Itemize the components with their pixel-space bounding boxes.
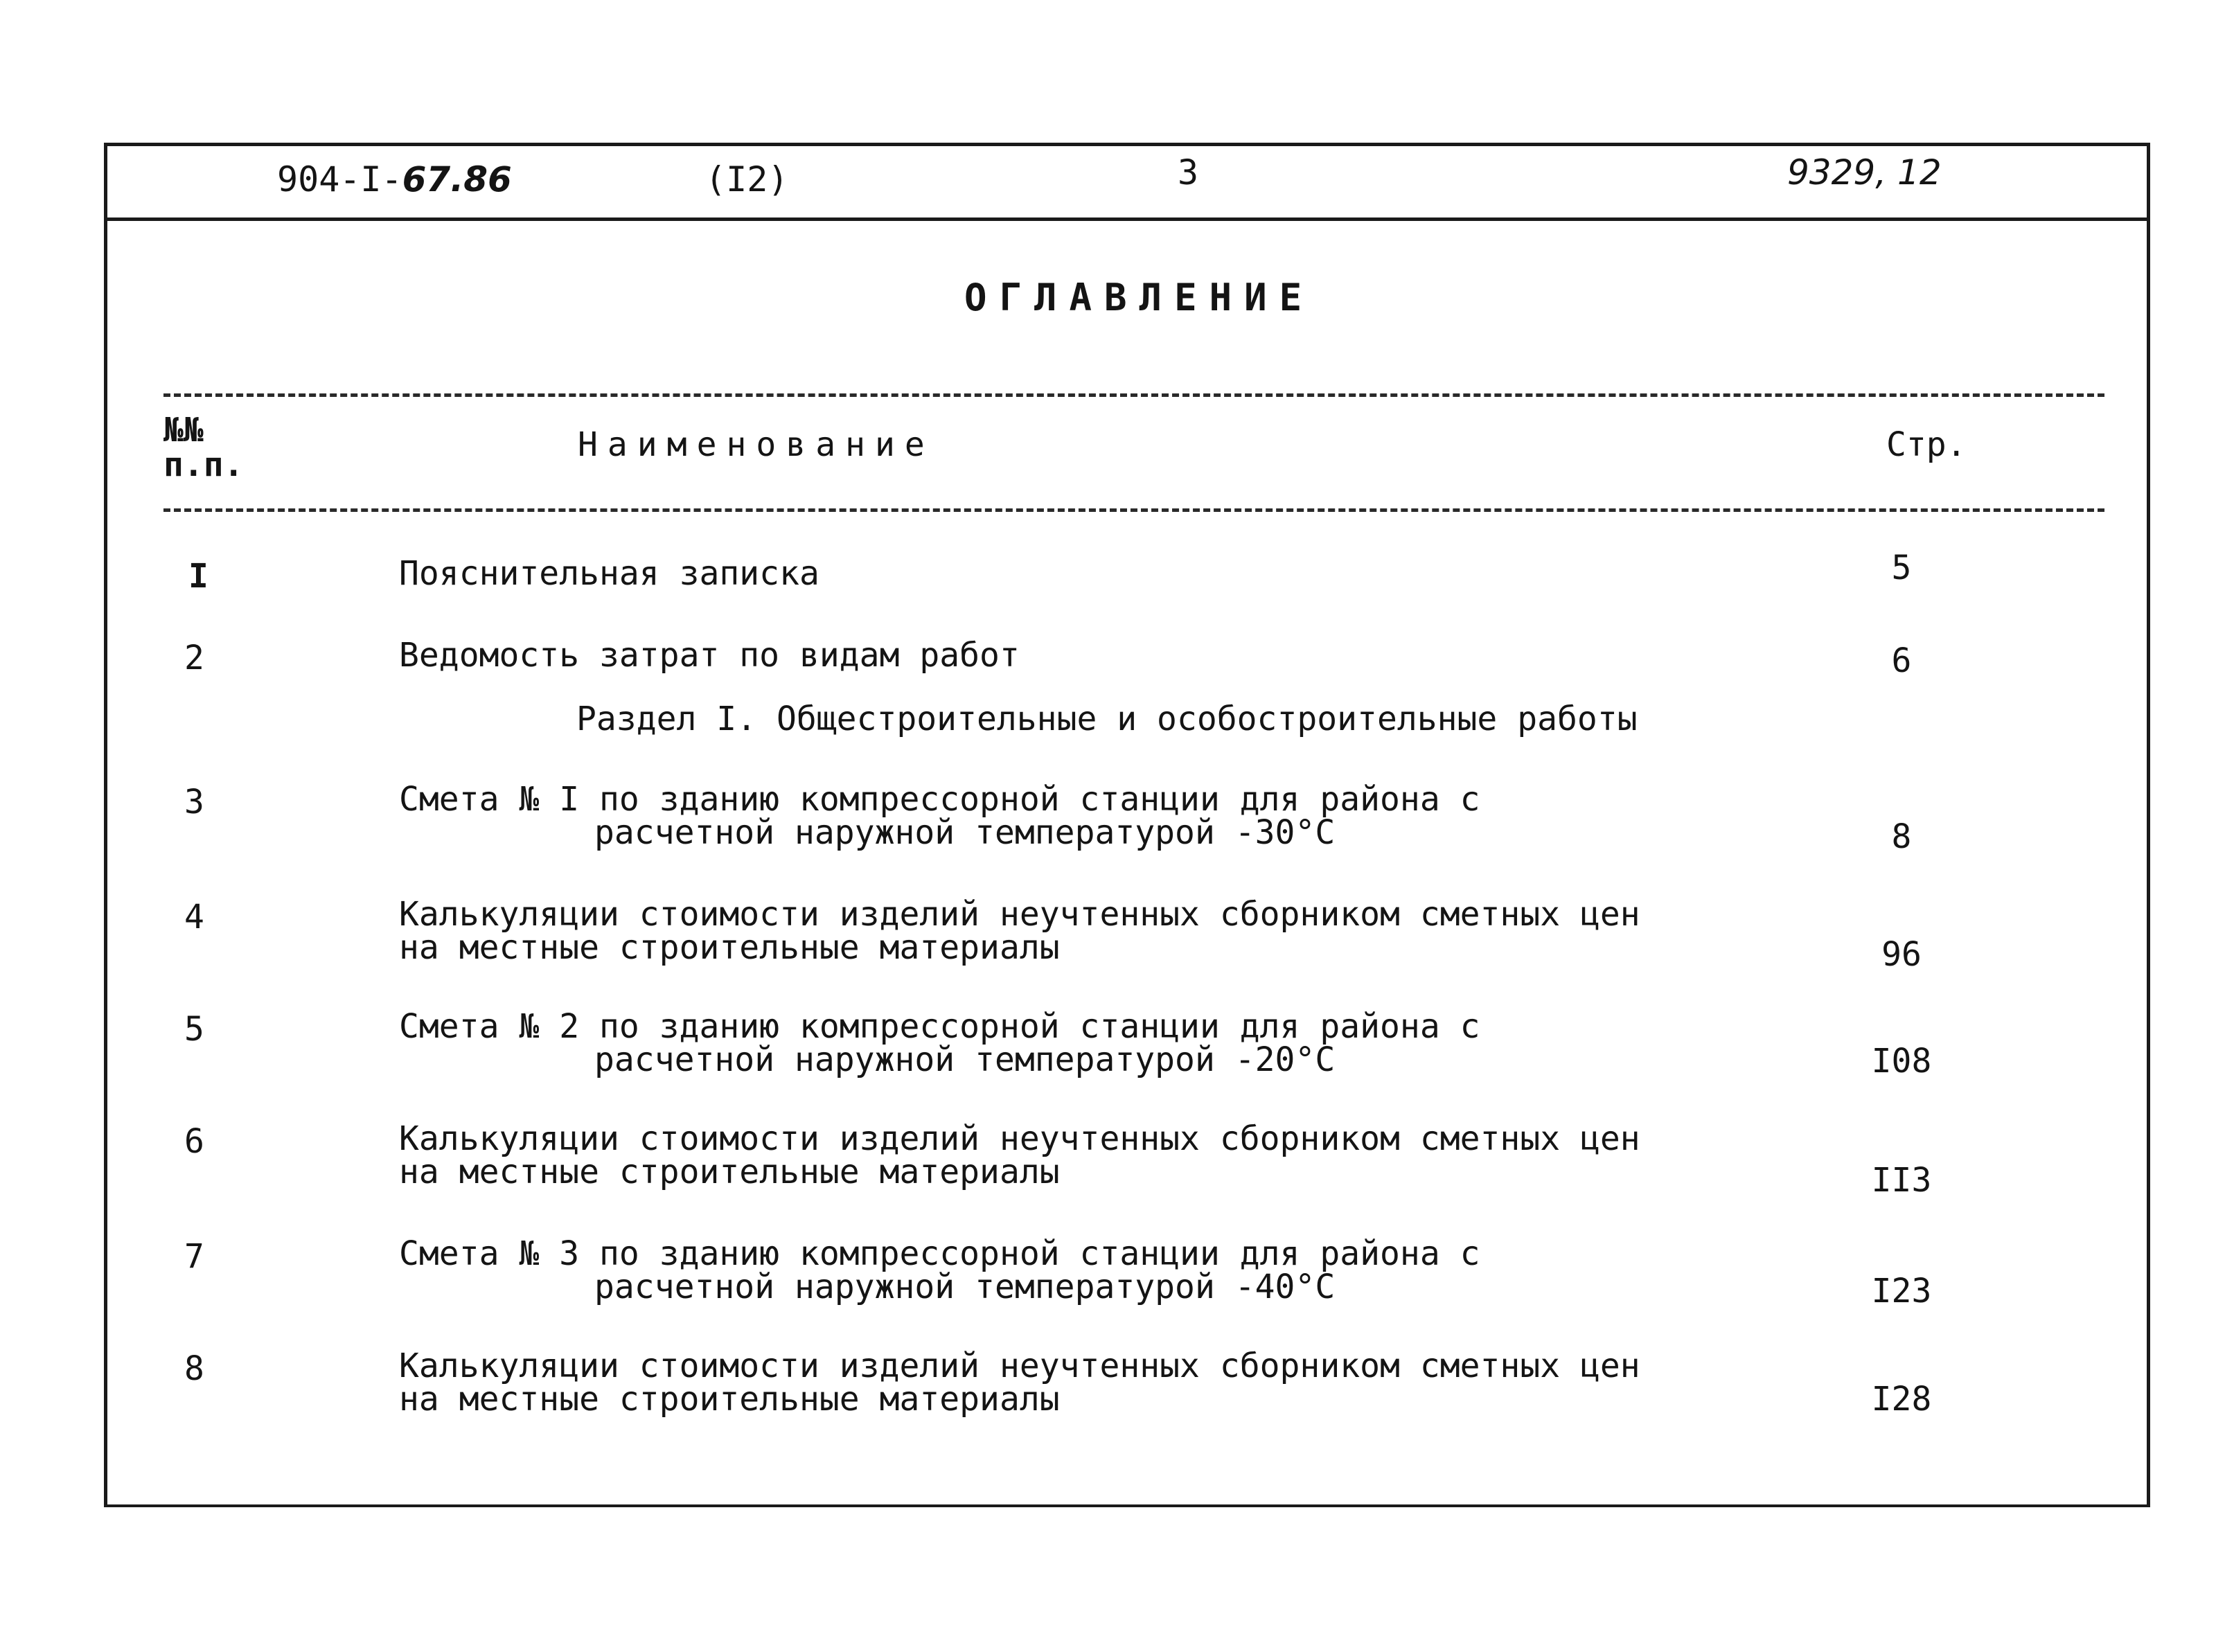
row-page: I28	[1871, 1380, 1932, 1419]
row-name	[399, 1007, 1480, 1079]
row-name	[399, 1347, 1640, 1419]
row-name-line1: Калькуляции стоимости изделий неучтенных сборником сметных цен	[399, 1347, 1640, 1385]
row-name-line2: расчетной наружной температурой -40°С	[594, 1268, 1336, 1306]
row-name-line2: расчетной наружной температурой -30°С	[594, 813, 1336, 852]
row-page: 8	[1891, 817, 1912, 856]
document-code-prefix: 904-I-	[277, 159, 402, 199]
row-name	[399, 1119, 1640, 1191]
column-header-number	[163, 413, 244, 482]
row-name-line2: на местные строительные материалы	[399, 928, 1060, 967]
row-number: 7	[184, 1237, 204, 1276]
row-page: I23	[1871, 1272, 1932, 1311]
row-name	[399, 895, 1640, 967]
row-number: 3	[184, 783, 204, 821]
header-divider	[104, 217, 2150, 221]
row-page: 6	[1891, 641, 1912, 680]
row-name-line1: Ведомость затрат по видам работ	[399, 636, 1020, 675]
row-number: 8	[184, 1349, 204, 1388]
row-name-line1: Смета № 2 по зданию компрессорной станции для района с	[399, 1007, 1480, 1046]
row-name	[399, 780, 1480, 852]
row-name-line1: Смета № 3 по зданию компрессорной станции для района с	[399, 1234, 1480, 1273]
row-name-line1: Калькуляции стоимости изделий неучтенных сборником сметных цен	[399, 895, 1640, 934]
row-page: II3	[1871, 1161, 1932, 1200]
row-number: 2	[184, 639, 204, 677]
column-header-number-line1: №№	[163, 411, 204, 450]
column-header-name: Наименование	[578, 425, 934, 464]
row-name	[399, 554, 819, 593]
row-number: 6	[184, 1122, 204, 1161]
row-number: 5	[184, 1010, 204, 1049]
table-top-divider	[163, 393, 2104, 397]
section-heading: Раздел I. Общестроительные и особостроительные работы	[576, 700, 1638, 738]
column-header-number-line2: п.п.	[163, 445, 244, 484]
page-number: 3	[1178, 152, 1199, 193]
document-code	[277, 159, 512, 199]
row-name-line2: на местные строительные материалы	[399, 1380, 1060, 1419]
row-number: I	[188, 557, 209, 596]
handwritten-note: 9329, 12	[1787, 152, 1942, 193]
page-title: ОГЛАВЛЕНИЕ	[964, 276, 1315, 319]
document-code-suffix: 67.86	[402, 159, 512, 199]
table-header-divider	[163, 508, 2104, 512]
row-name-line2: на местные строительные материалы	[399, 1153, 1060, 1191]
row-page: 96	[1881, 935, 1922, 974]
row-name-line1: Калькуляции стоимости изделий неучтенных сборником сметных цен	[399, 1119, 1640, 1158]
sheet-number: (I2)	[705, 159, 789, 199]
row-name-line2: расчетной наружной температурой -20°С	[594, 1040, 1336, 1079]
row-name-line1: Пояснительная записка	[399, 554, 819, 593]
row-page: I08	[1871, 1042, 1932, 1081]
row-number: 4	[184, 898, 204, 936]
row-name	[399, 636, 1020, 675]
row-name	[399, 1234, 1480, 1306]
column-header-page: Стр.	[1886, 425, 1967, 464]
row-name-line1: Смета № I по зданию компрессорной станции для района с	[399, 780, 1480, 819]
row-page: 5	[1891, 549, 1912, 587]
